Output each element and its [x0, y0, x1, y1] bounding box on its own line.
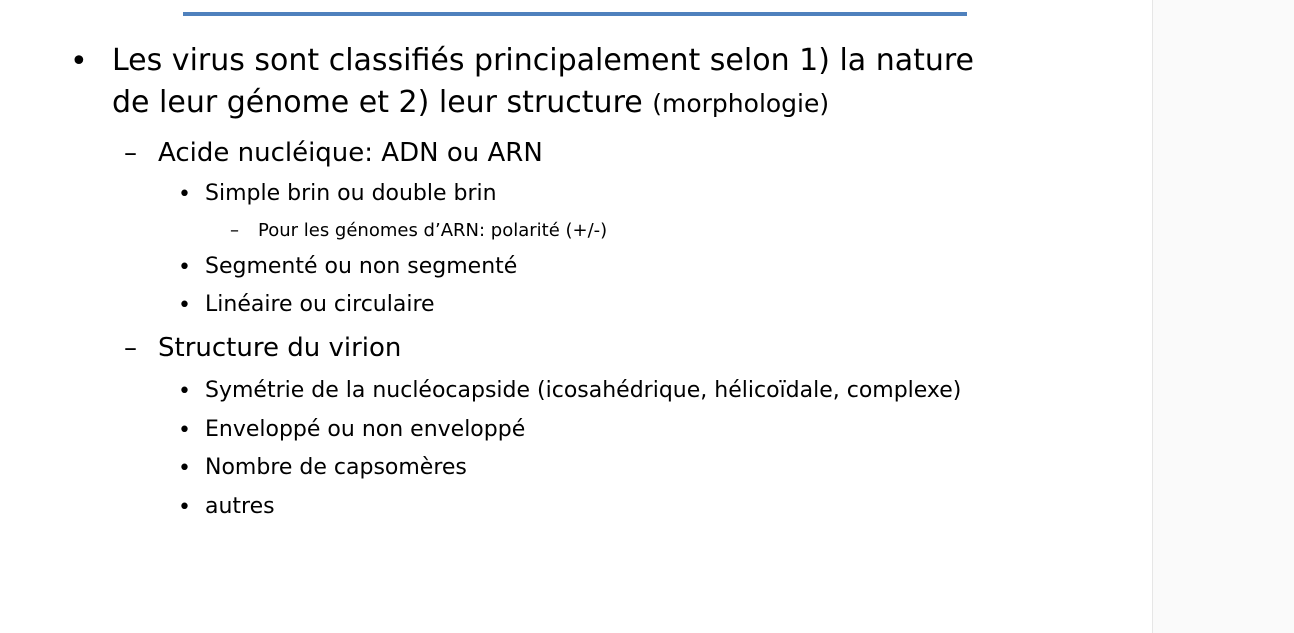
bullet-marker: • [178, 255, 191, 280]
bullet-marker: • [178, 456, 191, 481]
dash-marker: – [124, 138, 137, 168]
bullet-marker: • [178, 379, 191, 404]
bullet-marker: • [178, 182, 191, 207]
main-point-line-1: Les virus sont classifiés principalement selon 1) la nature [112, 43, 975, 78]
title-underline [183, 12, 967, 16]
list-item: Symétrie de la nucléocapside (icosahédrique, hélicoïdale, complexe) [205, 378, 962, 403]
section-heading-virion-structure: Structure du virion [158, 333, 402, 363]
main-point-line-2 [112, 85, 829, 120]
main-point-line-2-text: de leur génome et 2) leur structure [112, 85, 643, 120]
section-heading-nucleic-acid: Acide nucléique: ADN ou ARN [158, 138, 543, 168]
side-panel [1152, 0, 1294, 633]
list-item: Enveloppé ou non enveloppé [205, 417, 526, 442]
list-item: Segmenté ou non segmenté [205, 254, 518, 279]
bullet-marker: • [70, 44, 88, 79]
main-point-morphology-note: (morphologie) [652, 89, 830, 118]
dash-marker: – [124, 333, 137, 363]
list-item: Linéaire ou circulaire [205, 292, 435, 317]
list-item: Nombre de capsomères [205, 455, 467, 480]
bullet-marker: • [178, 495, 191, 520]
bullet-marker: • [178, 293, 191, 318]
list-item: autres [205, 494, 275, 519]
dash-marker: – [230, 220, 239, 241]
sub-list-item: Pour les génomes d’ARN: polarité (+/-) [258, 220, 608, 241]
bullet-marker: • [178, 418, 191, 443]
list-item: Simple brin ou double brin [205, 181, 497, 206]
